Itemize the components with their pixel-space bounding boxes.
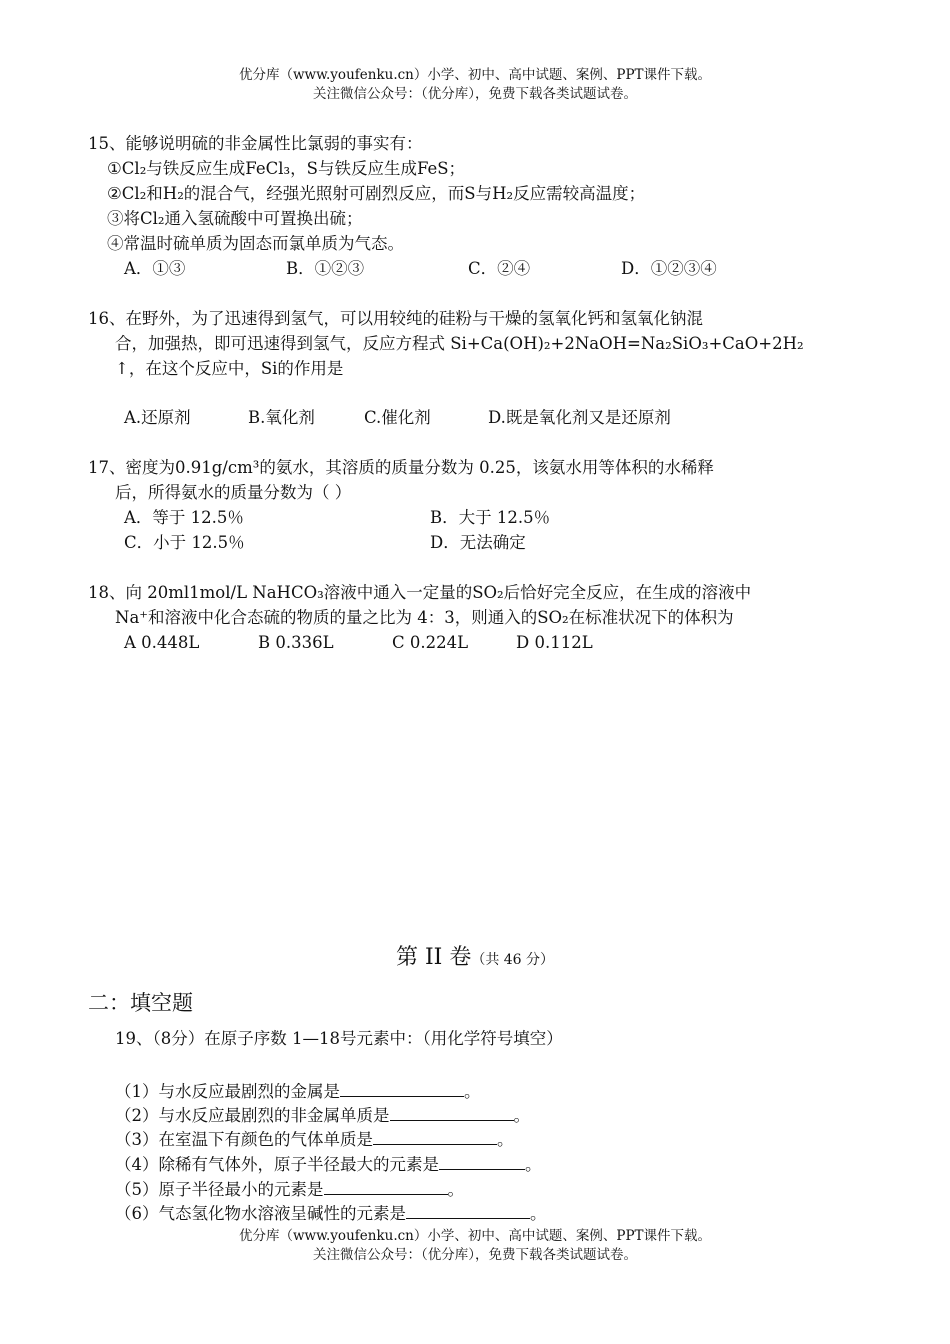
q18-option-c: C 0.224L bbox=[392, 633, 469, 652]
q16-line-2: 合，加强热，即可迅速得到氢气，反应方程式 Si+Ca(OH)₂+2NaOH=Na₂SiO₃+CaO+2H₂ bbox=[115, 334, 804, 353]
q19-stem: 19、（8分）在原子序数 1—18号元素中：（用化学符号填空） bbox=[115, 1029, 563, 1048]
answer-blank-4[interactable] bbox=[439, 1151, 525, 1170]
q17-option-d: D．无法确定 bbox=[430, 533, 526, 552]
q15-statement-4: ④常温时硫单质为固态而氯单质为气态。 bbox=[107, 234, 404, 253]
q16-option-c: C.催化剂 bbox=[364, 408, 431, 427]
q19-item-4-end: 。 bbox=[525, 1155, 542, 1174]
q15-statement-3: ③将Cl₂通入氢硫酸中可置换出硫； bbox=[107, 209, 363, 228]
q19-item-5 bbox=[115, 1176, 464, 1203]
q16-option-b: B.氧化剂 bbox=[248, 408, 315, 427]
q19-item-4 bbox=[115, 1151, 542, 1178]
q15-option-d: D．①②③④ bbox=[621, 259, 717, 278]
q19-item-2 bbox=[115, 1102, 530, 1129]
q19-item-1-end: 。 bbox=[464, 1082, 481, 1101]
q15-option-c: C．②④ bbox=[468, 259, 531, 278]
section-title-main: 第 II 卷 bbox=[395, 945, 472, 970]
q17-option-b: B．大于 12.5％ bbox=[430, 508, 551, 527]
q19-item-4-text: （4）除稀有气体外，原子半径最大的元素是 bbox=[115, 1155, 439, 1174]
q15-stem: 15、能够说明硫的非金属性比氯弱的事实有： bbox=[88, 134, 423, 153]
q19-item-1 bbox=[115, 1078, 481, 1105]
part-heading: 二：填空题 bbox=[88, 991, 193, 1015]
q17-option-c: C．小于 12.5％ bbox=[124, 533, 245, 552]
section-title bbox=[0, 940, 950, 971]
q16-line-1: 16、在野外，为了迅速得到氢气，可以用较纯的硅粉与干燥的氢氧化钙和氢氧化钠混 bbox=[88, 309, 703, 328]
q17-line-1: 17、密度为0.91g/cm³的氨水，其溶质的质量分数为 0.25，该氨水用等体积的水稀释 bbox=[88, 458, 714, 477]
q15-option-b: B．①②③ bbox=[286, 259, 365, 278]
header-line-2: 关注微信公众号：（优分库），免费下载各类试题试卷。 bbox=[313, 86, 637, 102]
section-title-score: （共 46 分） bbox=[471, 952, 555, 968]
q18-line-2: Na⁺和溶液中化合态硫的物质的量之比为 4：3，则通入的SO₂在标准状况下的体积为 bbox=[115, 608, 734, 627]
q19-item-2-text: （2）与水反应最剧烈的非金属单质是 bbox=[115, 1106, 390, 1125]
answer-blank-3[interactable] bbox=[373, 1126, 497, 1145]
q19-item-1-text: （1）与水反应最剧烈的金属是 bbox=[115, 1082, 340, 1101]
q19-item-6 bbox=[115, 1200, 547, 1227]
q19-item-2-end: 。 bbox=[513, 1106, 530, 1125]
q15-statement-2: ②Cl₂和H₂的混合气，经强光照射可剧烈反应，而S与H₂反应需较高温度； bbox=[107, 184, 646, 203]
q16-line-3: ↑，在这个反应中，Si的作用是 bbox=[115, 359, 344, 378]
q19-item-6-text: （6）气态氢化物水溶液呈碱性的元素是 bbox=[115, 1204, 406, 1223]
q18-line-1: 18、向 20ml1mol/L NaHCO₃溶液中通入一定量的SO₂后恰好完全反应，在生成的溶液中 bbox=[88, 583, 752, 602]
q19-item-5-end: 。 bbox=[447, 1180, 464, 1199]
header-line-1: 优分库（www.youfenku.cn）小学、初中、高中试题、案例、PPT课件下载。 bbox=[238, 67, 712, 83]
q19-item-5-text: （5）原子半径最小的元素是 bbox=[115, 1180, 324, 1199]
footer-line-2: 关注微信公众号：（优分库），免费下载各类试题试卷。 bbox=[313, 1247, 637, 1263]
q19-item-3-end: 。 bbox=[497, 1130, 514, 1149]
q18-option-a: A 0.448L bbox=[124, 633, 200, 652]
q19-item-3-text: （3）在室温下有颜色的气体单质是 bbox=[115, 1130, 373, 1149]
q18-option-b: B 0.336L bbox=[258, 633, 334, 652]
q18-option-d: D 0.112L bbox=[516, 633, 593, 652]
answer-blank-6[interactable] bbox=[406, 1200, 530, 1219]
answer-blank-1[interactable] bbox=[340, 1078, 464, 1097]
q15-statement-1: ①Cl₂与铁反应生成FeCl₃，S与铁反应生成FeS； bbox=[107, 159, 466, 178]
q19-item-3 bbox=[115, 1126, 514, 1153]
answer-blank-5[interactable] bbox=[324, 1176, 448, 1195]
q17-line-2: 后，所得氨水的质量分数为（ ） bbox=[115, 483, 352, 502]
answer-blank-2[interactable] bbox=[390, 1102, 514, 1121]
footer-line-1: 优分库（www.youfenku.cn）小学、初中、高中试题、案例、PPT课件下载。 bbox=[238, 1228, 712, 1244]
q19-item-6-end: 。 bbox=[530, 1204, 547, 1223]
q15-option-a: A．①③ bbox=[124, 259, 186, 278]
q16-option-a: A.还原剂 bbox=[124, 408, 191, 427]
q17-option-a: A．等于 12.5％ bbox=[124, 508, 244, 527]
q16-option-d: D.既是氧化剂又是还原剂 bbox=[488, 408, 671, 427]
